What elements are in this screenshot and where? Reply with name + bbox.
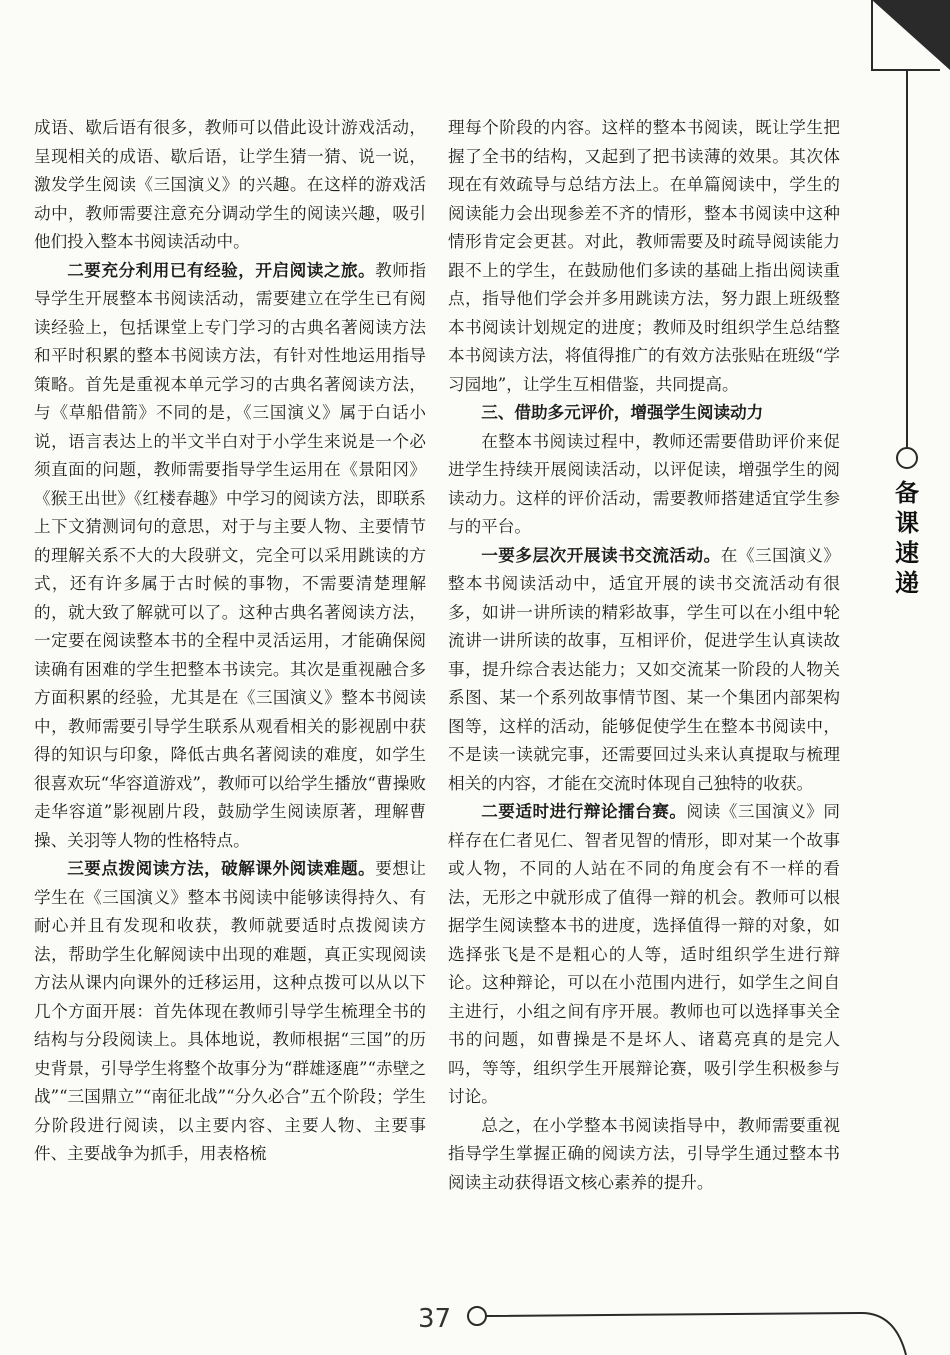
left-paragraph-2	[34, 257, 426, 856]
left-paragraph-3-body: 要想让学生在《三国演义》整本书阅读中能够读得持久、有耐心并且有发现和收获，教师就要适时点拨阅读方法，帮助学生化解阅读中出现的难题，真正实现阅读方法从课内向课外的迁移运用，这种点拨可以从以下几个方面开展：首先体现在教师引导学生梳理全书的结构与分段阅读上。具体地说，教师根据“三国”的历史背景，引导学生将整个故事分为“群雄逐鹿”“赤壁之战”“三国鼎立”“南征北战”“分久必合”五个阶段；学生分阶段进行阅读，以主要内容、主要人物、主要事件、主要战争为抓手，用表格梳	[34, 859, 427, 1163]
right-column	[448, 114, 840, 1197]
corner-frame-line	[872, 0, 940, 70]
left-column	[34, 114, 426, 1169]
corner-triangle	[872, 0, 950, 70]
left-paragraph-2-body: 教师指导学生开展整本书阅读活动，需要建立在学生已有阅读经验上，包括课堂上专门学习的古典名著阅读方法和平时积累的整本书阅读方法，有针对性地运用指导策略。首先是重视本单元学习的古典名著阅读方法，与《草船借箭》不同的是，《三国演义》属于白话小说，语言表达上的半文半白对于小学生来说是一个必须直面的问题，教师需要指导学生运用在《景阳冈》《猴王出世》《红楼春趣》中学习的阅读方法，即联系上下文猜测词句的意思，对于与主要人物、主要情节的理解关系不大的大段骈文，完全可以采用跳读的方式，还有许多属于古时候的事物，不需要清楚理解的，就大致了解就可以了。这种古典名著阅读方法，一定要在阅读整本书的全程中灵活运用，才能确保阅读确有困难的学生把整本书读完。其次是重视融合多方面积累的经验，尤其是在《三国演义》整本书阅读中，教师需要引导学生联系从观看相关的影视剧中获得的知识与印象，降低古典名著阅读的难度，如学生很喜欢玩“华容道游戏”，教师可以给学生播放“曹操败走华容道”影视剧片段，鼓励学生阅读原著，理解曹操、关羽等人物的性格特点。	[34, 260, 427, 850]
side-circle-icon	[897, 448, 917, 468]
right-paragraph-4	[448, 798, 840, 1112]
section-heading-3: 三、借助多元评价，增强学生阅读动力	[481, 403, 764, 422]
footer-rule-line	[486, 1313, 906, 1355]
right-paragraph-3-lead: 一要多层次开展读书交流活动。	[481, 545, 721, 565]
right-paragraph-4-lead: 二要适时进行辩论擂台赛。	[481, 802, 687, 821]
right-paragraph-3	[448, 542, 840, 799]
left-paragraph-3	[34, 855, 426, 1169]
left-paragraph-1: 成语、歇后语有很多，教师可以借此设计游戏活动，呈现相关的成语、歇后语，让学生猜一猜、说一说，激发学生阅读《三国演义》的兴趣。在这样的游戏活动中，教师需要注意充分调动学生的阅读兴趣，吸引他们投入整本书阅读活动中。	[34, 118, 426, 251]
right-paragraph-1: 理每个阶段的内容。这样的整本书阅读，既让学生把握了全书的结构，又起到了把书读薄的效果。其次体现在有效疏导与总结方法上。在单篇阅读中，学生的阅读能力会出现参差不齐的情形，整本书阅读中这种情形肯定会更甚。对此，教师需要及时疏导阅读能力跟不上的学生，在鼓励他们多读的基础上指出阅读重点，指导他们学会并多用跳读方法，努力跟上班级整本书阅读计划规定的进度；教师及时组织学生总结整本书阅读方法，将值得推广的有效方法张贴在班级“学习园地”，让学生互相借鉴，共同提高。	[448, 118, 840, 394]
section-label: 备课速递	[895, 479, 919, 597]
right-paragraph-5: 总之，在小学整本书阅读指导中，教师需要重视指导学生掌握正确的阅读方法，引导学生通过整本书阅读主动获得语文核心素养的提升。	[448, 1115, 840, 1192]
left-paragraph-3-lead: 三要点拨阅读方法，破解课外阅读难题。	[67, 859, 376, 878]
page-number: 37	[418, 1304, 452, 1334]
right-paragraph-4-body: 阅读《三国演义》同样存在仁者见仁、智者见智的情形，即对某一个故事或人物，不同的人站在不同的角度会有不一样的看法，无形之中就形成了值得一辩的机会。教师可以根据学生阅读整本书的进度，选择值得一辩的对象，如选择张飞是不是粗心的人等，适时组织学生进行辩论。这种辩论，可以在小范围内进行，如学生之间自主进行，小组之间有序开展。教师也可以选择事关全书的问题，如曹操是不是坏人、诸葛亮真的是完人吗，等等，组织学生开展辩论赛，吸引学生积极参与讨论。	[448, 802, 841, 1106]
right-paragraph-3-body: 在《三国演义》整本书阅读活动中，适宜开展的读书交流活动有很多，如讲一讲所读的精彩故事，学生可以在小组中轮流讲一讲所读的故事，互相评价，促进学生认真读故事，提升综合表达能力；又如交流某一阶段的人物关系图、某一个系列故事情节图、某一个集团内部架构图等，这样的活动，能够促使学生在整本书阅读中，不是读一读就完事，还需要回过头来认真提取与梳理相关的内容，才能在交流时体现自己独特的收获。	[448, 545, 841, 793]
footer-circle-icon	[468, 1307, 486, 1325]
left-paragraph-2-lead: 二要充分利用已有经验，开启阅读之旅。	[67, 260, 376, 280]
right-paragraph-2: 在整本书阅读过程中，教师还需要借助评价来促进学生持续开展阅读活动，以评促读，增强学生的阅读动力。这样的评价活动，需要教师搭建适宜学生参与的平台。	[448, 431, 840, 536]
